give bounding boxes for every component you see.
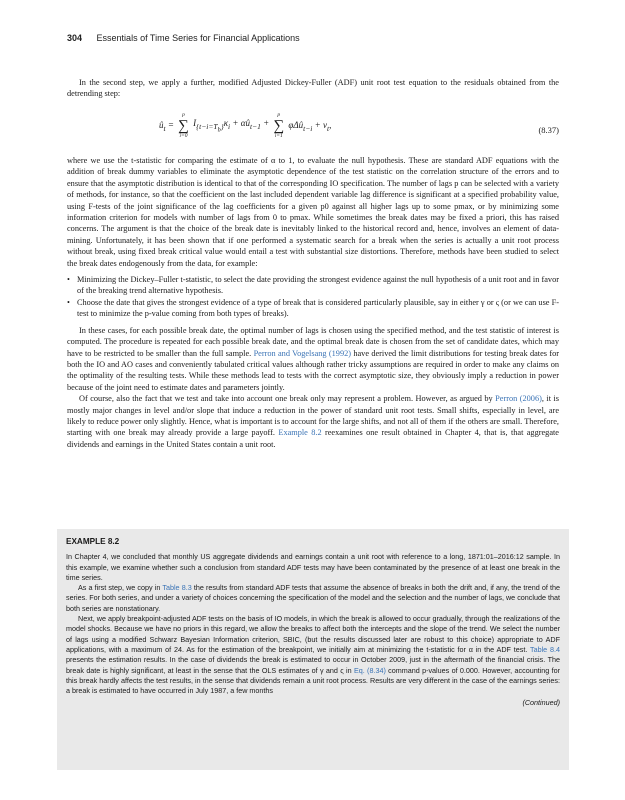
citation-link[interactable]: Perron (2006) <box>495 394 542 404</box>
example-paragraph: As a first step, we copy in Table 8.3 the results from standard ADF tests that assume the absence of breaks in both the drift and, if any, the trend of the series. For both series, and under a variety of choices concerning the specification of the model and the selection and the number of lags, we conclude that both series are nonstationary. <box>66 583 561 613</box>
example-paragraph: Next, we apply breakpoint-adjusted ADF tests on the basis of IO models, in which the break is allowed to occur gradually, through the realizations of the model shocks. Because we have no priors in this regard, we allow the breaks to affect both the intercepts and the slope of the trend. We select the number of lags using a modified Schwarz Bayesian Information criterion, SBIC, (but the results discussed later are robust to this choice) appropriate to ADF applications, with a maximum of 24. As for the estimation of the breakpoint, we initially aim at minimizing the t-statistic for α in the ADF test. Table 8.4 presents the estimation results. In the case of dividends the break is estimated to occur in October 2009, just in the aftermath of the financial crisis. The break date is highly significant, at least in the sense that the OLS estimates of γ and ς in Eq. (8.34) command p-values of 0.000. However, accounting for this break hardly affects the test results, in the sense that dividends remain a unit root process. Results are very different in the case of the earnings series: a break is estimated to have occurred in July 1987, a few months <box>66 614 560 696</box>
table-link[interactable]: Table 8.4 <box>530 644 560 654</box>
equation-number: (8.37) <box>538 125 559 135</box>
equation-link[interactable]: Eq. (8.34) <box>353 665 386 675</box>
intro-paragraph: In the second step, we apply a further, modified Adjusted Dickey-Fuller (ADF) unit root test equation to the residuals obtained from the detrending step: <box>67 78 559 99</box>
equation-8-37 <box>67 112 559 154</box>
example-link[interactable]: Example 8.2 <box>278 428 322 438</box>
bullet-item: • Choose the date that gives the strongest evidence of a type of break that is considered particularly plausible, say in either γ or ς (or we can use F-test to minimize the p-value coming from both types of breaks). <box>67 297 559 319</box>
paragraph-3: Of course, also the fact that we test and take into account one break only may represent a problem. However, as argued by Perron (2006), it is mostly major changes in level and/or slope that induce a reduction in the power of standard unit root tests. Small shifts, especially in level, are likely to reduce power only slightly. Hence, what is important is to account for the large shifts, and not all of them if the others are small. Therefore, starting with one break may already provide a large payoff. Example 8.2 reexamines one result obtained in Chapter 4, that is, that aggregate dividends and earnings in the United States contain a unit root. <box>67 394 559 449</box>
example-paragraph: In Chapter 4, we concluded that monthly US aggregate dividends and earnings contain a unit root with reference to a long, 1871:01–2016:12 sample. In this example, we examine whether such a conclusion from standard ADF tests may have been contaminated by the presence of at least one break in the time series. <box>66 552 560 582</box>
main-text <box>67 155 559 450</box>
citation-link[interactable]: Perron and Vogelsang (1992) <box>253 348 352 358</box>
running-header <box>67 33 565 43</box>
continued-label: (Continued) <box>522 698 560 708</box>
bullet-list <box>67 274 559 320</box>
paragraph-2: In these cases, for each possible break date, the optimal number of lags is chosen using the specified method, and the test statistic of interest is computed. The procedure is repeated for each possible break date, and the optimal break date is chosen from the set of candidate dates, which may have to be restricted to be smaller than the full sample. Perron and Vogelsang (1992) have derived the limit distributions for testing break dates for both the IO and AO cases and conveniently tabulated critical values although rather tricky assumptions are required in order to make any claims on the optimality of the resulting tests. While these methods lead to tests with the correct asymptotic size, they obviously imply a reduction in power because of the joint need to estimate dates and parameters jointly. <box>67 325 559 392</box>
paragraph-1: where we use the t-statistic for comparing the estimate of α to 1, to evaluate the null hypothesis. These are standard ADF equations with the addition of break dummy variables to eliminate the asymptotic dependence of the test statistic on the correlation structure of the errors and to ensure that the asymptotic distribution is identical to that of the corresponding IO specification. The number of lags p can be selected with a variety of methods, for instance, so that the coefficient on the last included dependent variable lag difference is significant at a specified probability value, using F-tests of the joint significance of the lag coefficients for a given p0 against all higher lags up to some pmax, or by minimizing some information criterion for models with number of lags from 0 to pmax. While sometimes the break dates may be fixed a priori, this has raised concerns. The argument is that the choice of the break date is inevitably linked to the historical record and, hence, involves an element of data-mining. Unfortunately, it has been shown that if one performed a systematic search for a break when the series is actually a unit root process without break, using fixed break critical value would entail a test with substantial size distortions. Therefore, methods have been studied to select the break dates endogenously from the data, for example: <box>67 156 559 268</box>
example-box <box>57 529 569 770</box>
equation-math: $û_t$ = p ∑ i=0 $I_{\{t-i=T_b\}}\kappa_i$ + $\alpha û_{t-1}$ + p ∑ i=1 φΔû$_{t-i}$ + $\nu_t$, <box>159 112 332 139</box>
running-title: Essentials of Time Series for Financial Applications <box>96 33 300 43</box>
example-title: EXAMPLE 8.2 <box>66 537 120 546</box>
page-number: 304 <box>67 33 83 43</box>
bullet-item: • Minimizing the Dickey–Fuller t-statistic, to select the date providing the strongest evidence against the null hypothesis of a unit root and in favor of the breaking trend alternative hypothesis. <box>67 275 559 296</box>
summation-2: p ∑ i=1 <box>273 112 285 139</box>
summation-1: p ∑ i=0 <box>178 112 189 139</box>
table-link[interactable]: Table 8.3 <box>162 583 192 593</box>
